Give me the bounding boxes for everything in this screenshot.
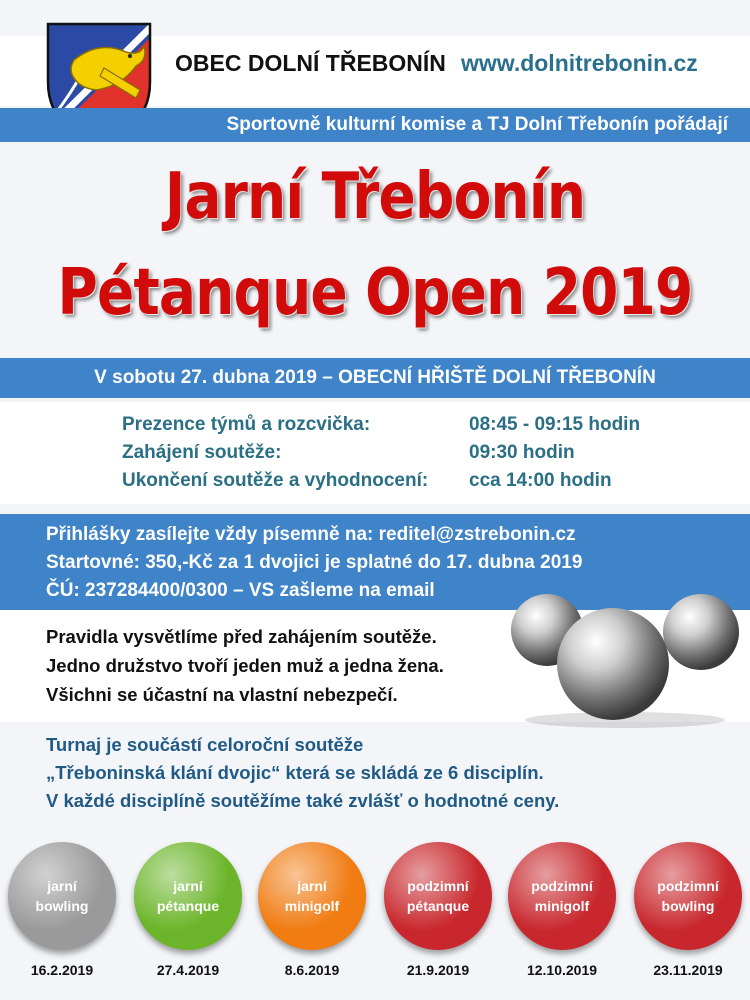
schedule-time-1: 08:45 - 09:15 hodin — [469, 414, 641, 435]
event-date-4: 21.9.2019 — [406, 962, 470, 978]
event-circle-1: jarní bowling — [8, 842, 116, 950]
schedule-label-2: Zahájení soutěže: — [122, 442, 282, 463]
schedule-time-3: cca 14:00 hodin — [469, 470, 612, 491]
event-date-2: 27.4.2019 — [156, 962, 220, 978]
organizers-bar — [0, 108, 750, 142]
organizers-text: Sportovně kulturní komise a TJ Dolní Třebonín pořádají — [226, 114, 728, 135]
title-line-1: Jarní Třebonín — [164, 160, 586, 234]
date-venue-bar: V sobotu 27. dubna 2019 – OBECNÍ HŘIŠTĚ DOLNÍ TŘEBONÍN — [0, 358, 750, 398]
event-circle-3: jarní minigolf — [258, 842, 366, 950]
schedule-time-2: 09:30 hodin — [469, 442, 575, 463]
schedule-label-3: Ukončení soutěže a vyhodnocení: — [122, 470, 429, 491]
registration-email: Přihlášky zasílejte vždy písemně na: reditel@zstrebonin.cz — [46, 524, 576, 545]
registration-account: ČÚ: 237284400/0300 – VS zašleme na email — [46, 580, 435, 601]
website-link[interactable]: www.dolnitrebonin.cz — [461, 50, 698, 76]
event-date-5: 12.10.2019 — [526, 962, 598, 978]
event-date-3: 8.6.2019 — [284, 962, 340, 978]
event-circle-4: podzimní pétanque — [384, 842, 492, 950]
tournament-line-2: „Třeboninská klání dvojic“ která se skládá ze 6 disciplín. — [46, 762, 544, 783]
tournament-line-3: V každé disciplíně soutěžíme také zvlášť o hodnotné ceny. — [46, 790, 560, 811]
event-date-6: 23.11.2019 — [653, 962, 723, 978]
rules-line-3: Všichni se účastní na vlastní nebezpečí. — [46, 684, 398, 705]
registration-fee: Startovné: 350,-Kč za 1 dvojici je splatné do 17. dubna 2019 — [46, 552, 583, 573]
tournament-line-1: Turnaj je součástí celoroční soutěže — [46, 734, 364, 755]
rules-line-2: Jedno družstvo tvoří jeden muž a jedna žena. — [46, 655, 444, 676]
event-date-1: 16.2.2019 — [30, 962, 94, 978]
event-circle-5: podzimní minigolf — [508, 842, 616, 950]
schedule-label-1: Prezence týmů a rozcvička: — [122, 414, 371, 435]
event-circle-6: podzimní bowling — [634, 842, 742, 950]
rules-line-1: Pravidla vysvětlíme před zahájením soutěže. — [46, 626, 437, 647]
event-circle-2: jarní pétanque — [134, 842, 242, 950]
village-name: OBEC DOLNÍ TŘEBONÍN — [175, 50, 446, 76]
petanque-balls-icon — [505, 580, 745, 730]
title-line-2: Pétanque Open 2019 — [57, 256, 693, 330]
